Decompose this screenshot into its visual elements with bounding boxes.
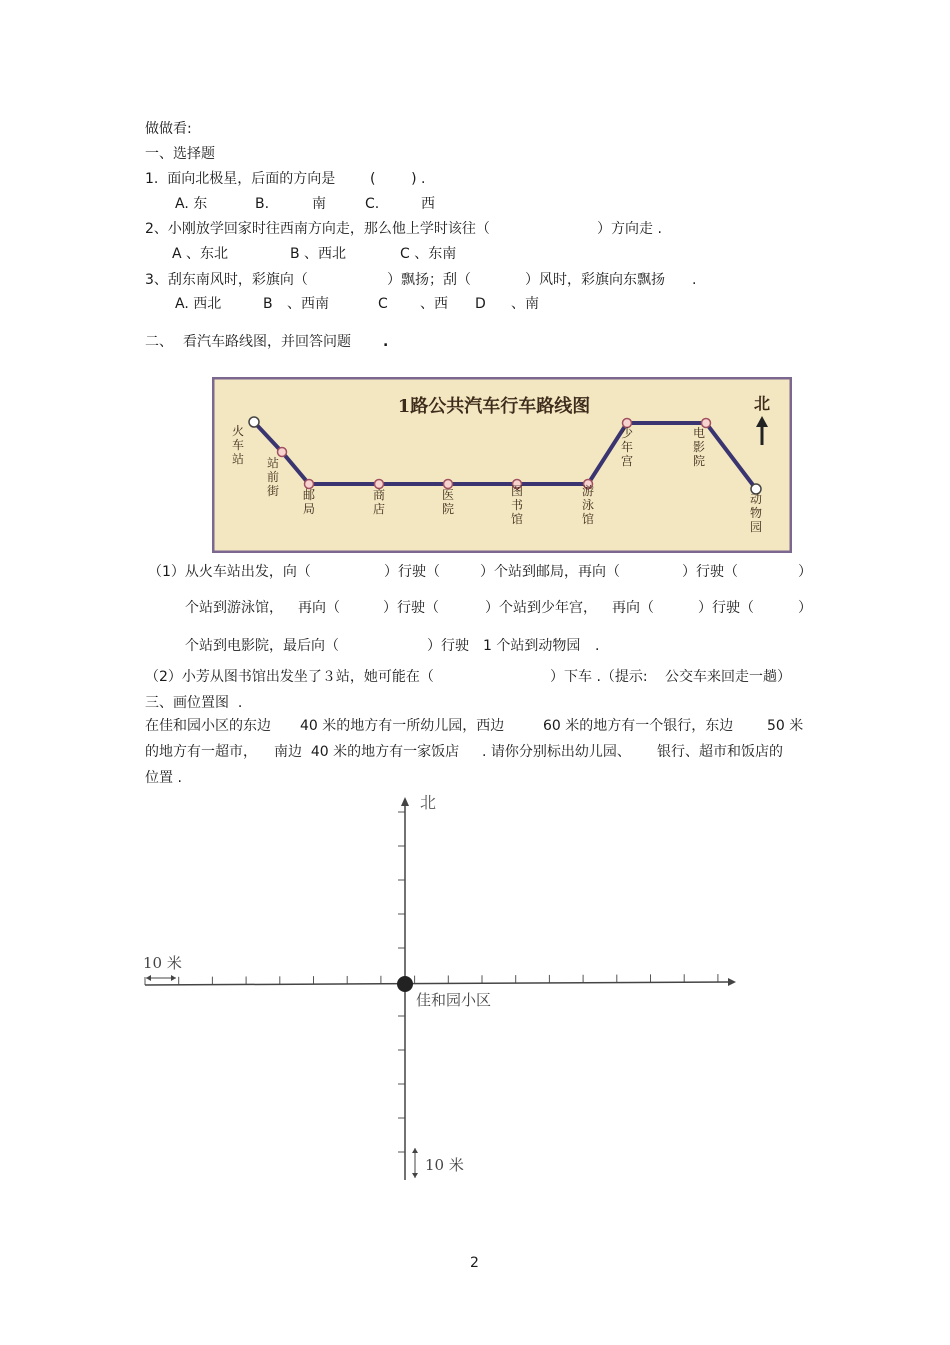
p1-l3-c: 1 个站到动物园 xyxy=(483,638,581,654)
p1-l2-a: 个站到游泳馆， xyxy=(185,600,283,616)
s3-l2-d: 银行、超市和饭店的 xyxy=(657,744,783,760)
map-title: 1路公共汽车行车路线图 xyxy=(397,396,591,417)
q3-option-c: C xyxy=(378,296,388,312)
q2-stem: 2、小刚放学回家时往西南方向走，那么他上学时该往（ xyxy=(145,221,490,237)
p2-c: 公交车来回走一趟） xyxy=(665,669,791,685)
q3-option-c-text: 、西 xyxy=(420,296,448,312)
s3-l1-a: 在佳和园小区的东边 xyxy=(145,718,271,734)
p1-l1-c: ）个站到邮局，再向（ xyxy=(480,564,620,580)
north-arrow-icon xyxy=(401,797,409,806)
bus-route-map xyxy=(212,377,792,553)
p1-l1-a: （1）从火车站出发，向（ xyxy=(148,564,311,580)
station-label: 少年宫 xyxy=(620,426,634,468)
station-dot xyxy=(249,417,259,427)
s3-l1-c: 60 米的地方有一个银行，东边 xyxy=(543,718,734,734)
unit-label-horizontal: 10 米 xyxy=(143,954,182,972)
q1-blank: ( ) . xyxy=(370,171,426,187)
q1-stem: 1. 面向北极星，后面的方向是 xyxy=(145,171,336,187)
q2-tail: ）方向走 . xyxy=(597,221,662,237)
station-label: 医院 xyxy=(441,488,455,516)
p2-b: ）下车 .（提示: xyxy=(550,669,648,685)
s3-l1-d: 50 米 xyxy=(767,718,804,734)
page-number: 2 xyxy=(470,1255,479,1271)
q2-option-b: B 、西北 xyxy=(290,246,347,262)
q1-option-a: A. 东 xyxy=(175,196,208,212)
q3-option-d: D xyxy=(475,296,486,312)
q2-option-c: C 、东南 xyxy=(400,246,457,262)
intro-text: 做做看: xyxy=(145,121,192,137)
section3-title: 三、画位置图 . xyxy=(145,695,243,711)
q2-option-a: A 、东北 xyxy=(172,246,229,262)
p1-l2-d: ）个站到少年宫， xyxy=(485,600,597,616)
q3-tail: ）风时，彩旗向东飘扬 xyxy=(525,272,665,288)
origin-point xyxy=(397,976,413,992)
q3-option-a: A. 西北 xyxy=(175,296,222,312)
station-label: 商店 xyxy=(372,488,386,516)
q3-end: . xyxy=(692,272,697,288)
q3-mid: ）飘扬；刮（ xyxy=(387,272,471,288)
unit-marker-vertical xyxy=(412,1148,418,1178)
unit-label-vertical: 10 米 xyxy=(425,1156,464,1174)
q3-option-d-text: 、南 xyxy=(511,296,539,312)
section1-title: 一、选择题 xyxy=(145,146,215,162)
q1-option-c: C. xyxy=(365,196,380,212)
x-axis-arrow-icon xyxy=(728,978,736,986)
s3-l2-c: . 请你分别标出幼儿园、 xyxy=(482,744,631,760)
p1-l1-e: ） xyxy=(798,564,812,580)
s3-l2-b: 南边 40 米的地方有一家饭店 xyxy=(274,744,460,760)
s3-l2-a: 的地方有一超市， xyxy=(145,744,257,760)
p1-l2-g: ） xyxy=(798,600,812,616)
station-label: 动物园 xyxy=(749,492,763,534)
p1-l2-b: 再向（ xyxy=(298,600,340,616)
p1-l3-d: . xyxy=(595,638,600,654)
q1-option-b-text: 南 xyxy=(312,196,326,212)
position-grid xyxy=(140,790,740,1190)
origin-label: 佳和园小区 xyxy=(416,991,492,1009)
p1-l2-f: ）行驶（ xyxy=(698,600,754,616)
q1-option-b: B. xyxy=(255,196,270,212)
section3-line3: 位置 . xyxy=(145,770,182,786)
p1-l3-b: ）行驶 xyxy=(427,638,469,654)
station-label: 邮局 xyxy=(302,488,316,516)
p1-l2-c: ）行驶（ xyxy=(383,600,439,616)
p1-l3-a: 个站到电影院，最后向（ xyxy=(185,638,339,654)
station-label: 站前街 xyxy=(266,456,280,498)
x-axis xyxy=(145,982,728,985)
p1-l1-d: ）行驶（ xyxy=(682,564,738,580)
station-label: 图书馆 xyxy=(510,484,524,526)
section2-heading-text: 看汽车路线图，并回答问题 xyxy=(183,334,351,350)
q3-option-b-text: 、西南 xyxy=(287,296,329,312)
section2-heading-end: . xyxy=(383,334,389,350)
p1-l1-b: ）行驶（ xyxy=(384,564,440,580)
station-label: 火车站 xyxy=(231,424,245,466)
q1-option-c-text: 西 xyxy=(421,196,435,212)
section2-title: 二、 xyxy=(145,334,173,350)
q3-stem: 3、刮东南风时，彩旗向（ xyxy=(145,272,308,288)
p2-a: （2）小芳从图书馆出发坐了３站，她可能在（ xyxy=(145,669,434,685)
station-label: 电影院 xyxy=(692,426,706,468)
unit-marker-horizontal xyxy=(146,975,176,981)
map-north-label: 北 xyxy=(753,394,771,413)
grid-north-label: 北 xyxy=(420,793,437,812)
station-label: 游泳馆 xyxy=(581,484,595,526)
q3-option-b: B xyxy=(263,296,273,312)
p1-l2-e: 再向（ xyxy=(612,600,654,616)
s3-l1-b: 40 米的地方有一所幼儿园，西边 xyxy=(300,718,505,734)
